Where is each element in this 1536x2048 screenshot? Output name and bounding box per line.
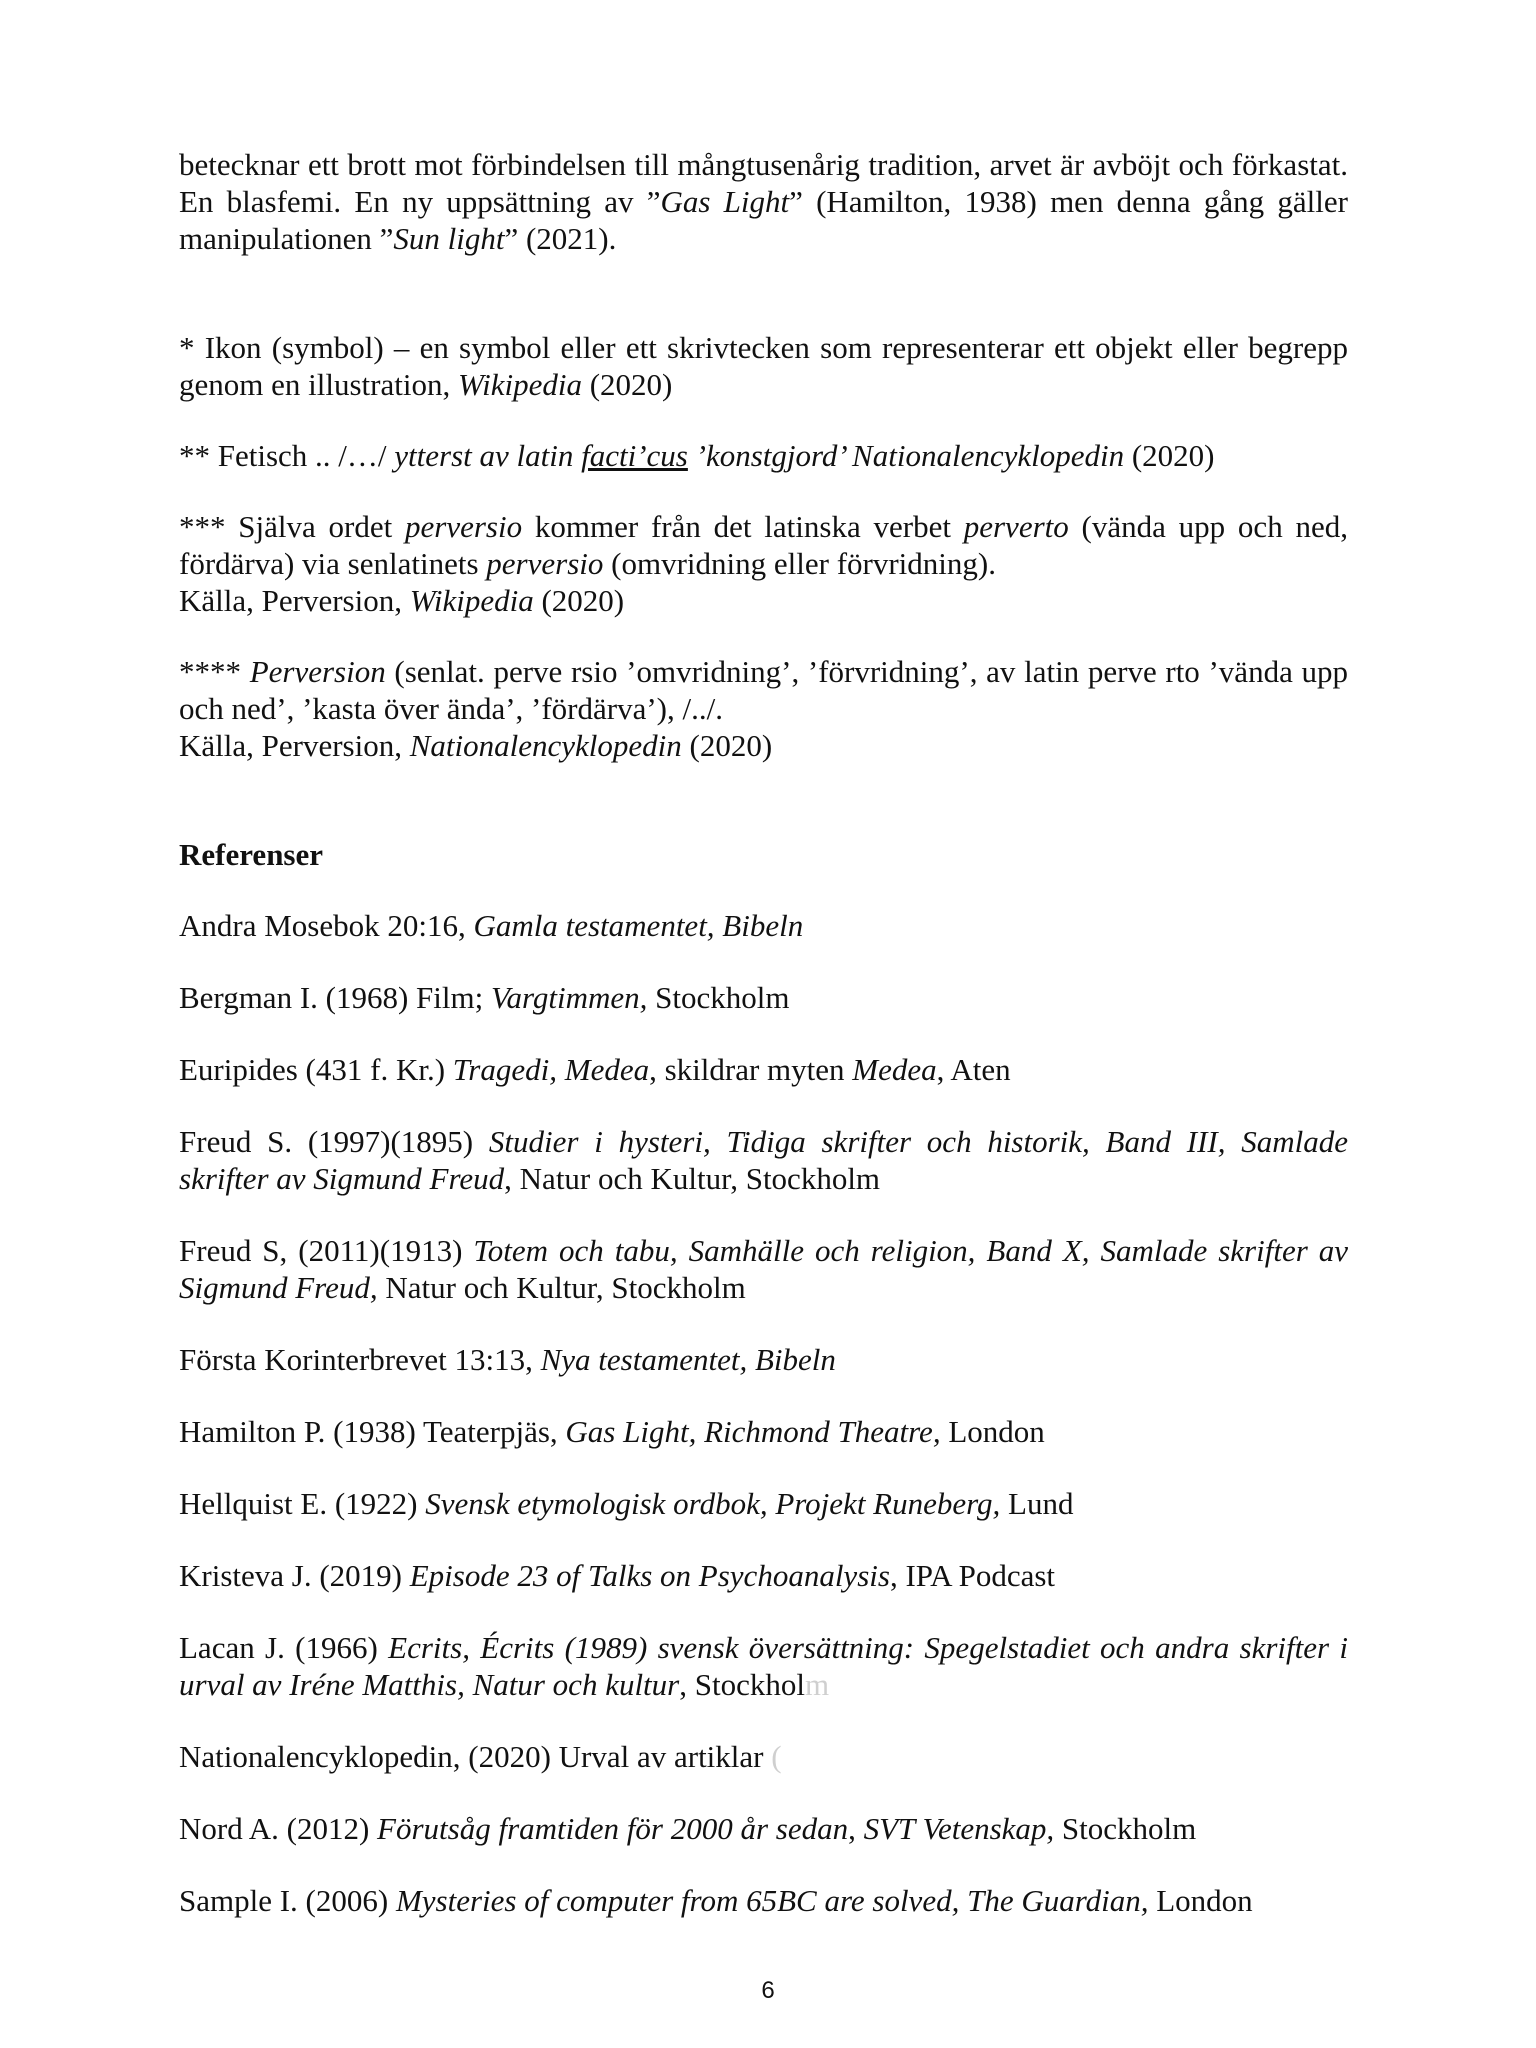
intro-text-end: ” (2021). <box>504 221 617 256</box>
footnote-1-text: * Ikon (symbol) – en symbol eller ett skrivtecken som representerar ett objekt eller begrepp genom en illustration, <box>179 330 1348 402</box>
intro-text: betecknar ett brott mot förbindelsen till mångtusenårig tradition, arvet är avböjt och förkastat. En blasfemi. En ny uppsättning av ” <box>179 147 1348 219</box>
title-gas-light: Gas Light <box>660 184 790 219</box>
reference-text: Freud S. (1997)(1895) <box>179 1124 489 1159</box>
reference-text: Hamilton P. (1938) Teaterpjäs, <box>179 1414 566 1449</box>
footnote-3 <box>179 508 1348 582</box>
reference-title: Vargtimmen, <box>490 980 648 1015</box>
footnote-3-text-3: (vända upp och ned, fördärva) via senlatinets <box>179 509 1348 581</box>
reference-place: , Stockhol <box>679 1667 805 1702</box>
reference-place: , Natur och Kultur, Stockholm <box>504 1161 881 1196</box>
reference-text: Kristeva J. (2019) <box>179 1558 410 1593</box>
reference-faded-text: m <box>804 1667 830 1702</box>
reference-text: Nord A. (2012) <box>179 1811 378 1846</box>
footnote-2-underlined-word: facti’cus <box>581 438 688 473</box>
reference-text: Första Korinterbrevet 13:13, <box>179 1342 541 1377</box>
reference-title: Episode 23 of Talks on Psychoanalysis <box>409 1558 890 1593</box>
footnote-3-word-1: perversio <box>405 509 523 544</box>
reference-item <box>179 979 1348 1016</box>
reference-text: Hellquist E. (1922) <box>179 1486 426 1521</box>
reference-text: Bergman I. (1968) Film; <box>179 980 491 1015</box>
footnote-3-source-prefix: Källa, Perversion, <box>179 583 410 618</box>
reference-title: Svensk etymologisk ordbok, Projekt Runeberg, <box>425 1486 1001 1521</box>
reference-title: Gamla testamentet, Bibeln <box>473 908 804 943</box>
references-list <box>179 907 1348 1919</box>
reference-item <box>179 1810 1348 1847</box>
footnote-1-source: Wikipedia <box>457 367 582 402</box>
reference-text-2: , skildrar myten <box>649 1052 853 1087</box>
footnote-2-year: (2020) <box>1124 438 1215 473</box>
reference-item <box>179 1738 1348 1775</box>
footnote-3-text-2: kommer från det latinska verbet <box>522 509 964 544</box>
footnote-3-source-line <box>179 582 1348 619</box>
reference-item <box>179 1882 1348 1919</box>
footnote-2-italic-2: ’konstgjord’ Nationalencyklopedin <box>687 438 1125 473</box>
footnote-4-source-year: (2020) <box>681 728 773 763</box>
footnote-3-text-4: (omvridning eller förvridning). <box>603 546 996 581</box>
reference-faded-text: ( <box>763 1739 782 1774</box>
reference-text: Lacan J. (1966) <box>179 1630 389 1665</box>
footnote-4-source-line <box>179 727 1348 764</box>
footnote-1 <box>179 329 1348 403</box>
reference-text: Euripides (431 f. Kr.) <box>179 1052 453 1087</box>
footnote-2-italic: ytterst av latin <box>394 438 582 473</box>
reference-place: , Aten <box>936 1052 1011 1087</box>
intro-text-mid: ” (Hamilton, 1938) men denna gång gäller manipulationen ” <box>179 184 1348 256</box>
page-number: 6 <box>761 1977 775 2004</box>
footnote-2 <box>179 437 1348 474</box>
references-heading: Referenser <box>179 837 324 872</box>
reference-place: London <box>940 1414 1045 1449</box>
reference-title: Ecrits, Écrits (1989) svensk översättning: Spegelstadiet och andra skrifter i urval av Iréne Matthis, Natur och kultur <box>179 1630 1348 1702</box>
footnote-3-source: Wikipedia <box>409 583 534 618</box>
reference-item <box>179 1051 1348 1088</box>
reference-item <box>179 1557 1348 1594</box>
reference-place: Stockholm <box>1054 1811 1197 1846</box>
reference-title: Mysteries of computer from 65BC are solved, The Guardian, <box>395 1883 1149 1918</box>
reference-item <box>179 1123 1348 1197</box>
footnote-4-source: Nationalencyklopedin <box>409 728 682 763</box>
reference-title: Tragedi, Medea <box>452 1052 650 1087</box>
reference-title: Nya testamentet, Bibeln <box>540 1342 836 1377</box>
reference-text-2: , <box>848 1811 864 1846</box>
reference-title: Totem och tabu, Samhälle och religion, Band X, Samlade skrifter av Sigmund Freud, <box>179 1233 1348 1305</box>
reference-item <box>179 1232 1348 1306</box>
reference-title: Gas Light, Richmond Theatre, <box>565 1414 941 1449</box>
footnote-2-text: ** Fetisch .. /…/ <box>179 438 395 473</box>
reference-text: Andra Mosebok 20:16, <box>179 908 474 943</box>
document-page <box>179 146 1348 1954</box>
footnote-1-year: (2020) <box>581 367 673 402</box>
footnote-3-word-2: perverto <box>963 509 1069 544</box>
reference-title: Studier i hysteri, Tidiga skrifter och historik, Band III, Samlade skrifter av Sigmund Freud <box>179 1124 1348 1196</box>
footnote-3-word-3: perversio <box>486 546 604 581</box>
reference-text: Freud S, (2011)(1913) <box>179 1233 474 1268</box>
title-sun-light: Sun light <box>393 221 505 256</box>
reference-title-2: SVT Vetenskap, <box>863 1811 1055 1846</box>
footnote-4-word: Perversion <box>249 654 386 689</box>
footnote-4-text: **** <box>179 654 250 689</box>
reference-place: Lund <box>1000 1486 1074 1521</box>
reference-item <box>179 1341 1348 1378</box>
reference-title-2: Medea <box>852 1052 937 1087</box>
reference-place: London <box>1148 1883 1253 1918</box>
reference-place: Stockholm <box>647 980 790 1015</box>
footnote-4-source-prefix: Källa, Perversion, <box>179 728 410 763</box>
footnote-4-text-2: (senlat. perve rsio ’omvridning’, ’förvridning’, av latin perve rto ’vända upp och ned’, ’kasta över ända’, ’fördärva’), /../. <box>179 654 1349 726</box>
reference-item <box>179 1413 1348 1450</box>
reference-item <box>179 1485 1348 1522</box>
footnote-4 <box>179 653 1348 727</box>
intro-paragraph <box>179 146 1348 257</box>
reference-place: , IPA Podcast <box>889 1558 1056 1593</box>
reference-place: Natur och Kultur, Stockholm <box>377 1270 746 1305</box>
reference-item <box>179 1629 1348 1703</box>
reference-text: Nationalencyklopedin, (2020) Urval av artiklar <box>179 1739 764 1774</box>
footnote-3-source-year: (2020) <box>533 583 625 618</box>
reference-text: Sample I. (2006) <box>179 1883 396 1918</box>
footnote-3-text: *** Själva ordet <box>179 509 406 544</box>
reference-title: Förutsåg framtiden för 2000 år sedan <box>377 1811 849 1846</box>
reference-item <box>179 907 1348 944</box>
